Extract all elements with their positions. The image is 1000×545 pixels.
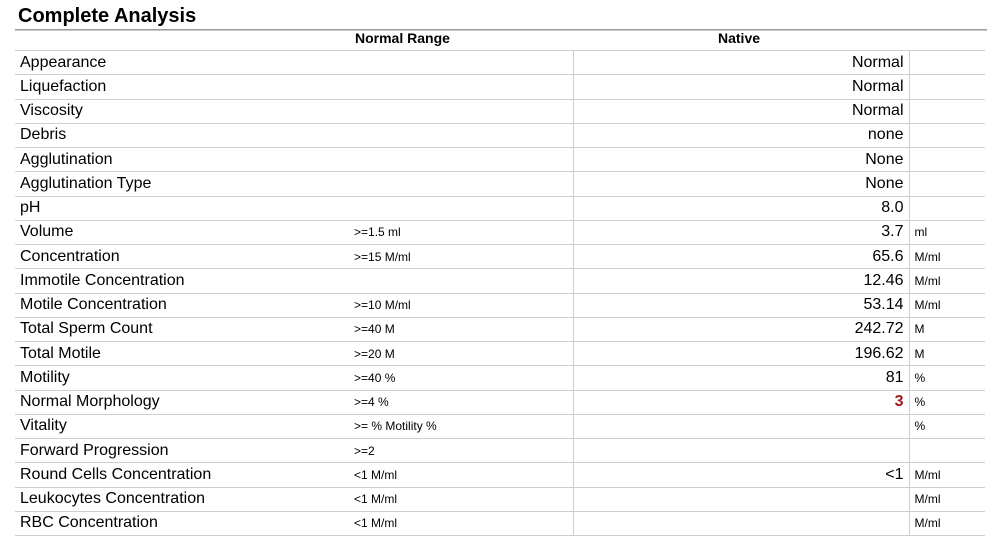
unit: M/ml	[909, 463, 985, 487]
table-row	[15, 463, 985, 487]
unit: M/ml	[909, 245, 985, 269]
unit: %	[909, 414, 985, 438]
parameter-name: RBC Concentration	[15, 511, 354, 535]
native-value	[573, 414, 909, 438]
native-value: None	[573, 148, 909, 172]
parameter-name: Motility	[15, 366, 354, 390]
normal-range	[354, 123, 573, 147]
native-value: none	[573, 123, 909, 147]
table-row	[15, 123, 985, 147]
native-value: 8.0	[573, 196, 909, 220]
native-value: 3.7	[573, 220, 909, 244]
parameter-name: Motile Concentration	[15, 293, 354, 317]
table-row	[15, 366, 985, 390]
unit: M/ml	[909, 487, 985, 511]
parameter-name: Debris	[15, 123, 354, 147]
parameter-name: Round Cells Concentration	[15, 463, 354, 487]
normal-range: <1 M/ml	[354, 487, 573, 511]
normal-range: >=2	[354, 439, 573, 463]
unit	[909, 172, 985, 196]
table-row	[15, 75, 985, 99]
unit: %	[909, 366, 985, 390]
table-row	[15, 511, 985, 535]
unit: ml	[909, 220, 985, 244]
normal-range: >=1.5 ml	[354, 220, 573, 244]
native-value: Normal	[573, 99, 909, 123]
table-row	[15, 220, 985, 244]
native-value: 196.62	[573, 342, 909, 366]
table-row	[15, 414, 985, 438]
table-row	[15, 148, 985, 172]
parameter-name: Appearance	[15, 51, 354, 75]
normal-range: >= % Motility %	[354, 414, 573, 438]
normal-range	[354, 172, 573, 196]
normal-range	[354, 196, 573, 220]
native-value: 12.46	[573, 269, 909, 293]
parameter-name: Normal Morphology	[15, 390, 354, 414]
normal-range: >=10 M/ml	[354, 293, 573, 317]
normal-range: >=15 M/ml	[354, 245, 573, 269]
native-value: 81	[573, 366, 909, 390]
parameter-name: Forward Progression	[15, 439, 354, 463]
normal-range: <1 M/ml	[354, 511, 573, 535]
table-row	[15, 245, 985, 269]
native-value: 65.6	[573, 245, 909, 269]
unit	[909, 148, 985, 172]
parameter-name: Volume	[15, 220, 354, 244]
report-title: Complete Analysis	[18, 5, 197, 27]
parameter-name: Immotile Concentration	[15, 269, 354, 293]
normal-range: >=40 M	[354, 317, 573, 341]
normal-range: >=4 %	[354, 390, 573, 414]
unit	[909, 439, 985, 463]
unit: M/ml	[909, 293, 985, 317]
normal-range: <1 M/ml	[354, 463, 573, 487]
native-header: Native	[718, 30, 761, 46]
native-value	[573, 439, 909, 463]
analysis-table-body	[15, 51, 985, 536]
parameter-name: Agglutination Type	[15, 172, 354, 196]
unit	[909, 123, 985, 147]
native-value: 53.14	[573, 293, 909, 317]
normal-range	[354, 269, 573, 293]
unit: M	[909, 342, 985, 366]
title-divider-secondary	[15, 30, 987, 31]
native-value	[573, 487, 909, 511]
normal-range	[354, 75, 573, 99]
table-row	[15, 99, 985, 123]
table-row	[15, 390, 985, 414]
native-value: Normal	[573, 51, 909, 75]
parameter-name: Vitality	[15, 414, 354, 438]
parameter-name: Liquefaction	[15, 75, 354, 99]
table-row	[15, 269, 985, 293]
parameter-name: Concentration	[15, 245, 354, 269]
unit: M/ml	[909, 511, 985, 535]
unit: %	[909, 390, 985, 414]
unit: M/ml	[909, 269, 985, 293]
analysis-table	[15, 50, 985, 536]
parameter-name: Viscosity	[15, 99, 354, 123]
native-value: None	[573, 172, 909, 196]
table-row	[15, 487, 985, 511]
table-row	[15, 293, 985, 317]
parameter-name: pH	[15, 196, 354, 220]
table-row	[15, 196, 985, 220]
parameter-name: Agglutination	[15, 148, 354, 172]
parameter-name: Total Sperm Count	[15, 317, 354, 341]
native-value: <1	[573, 463, 909, 487]
native-value	[573, 511, 909, 535]
unit	[909, 75, 985, 99]
unit	[909, 51, 985, 75]
native-value: Normal	[573, 75, 909, 99]
normal-range	[354, 99, 573, 123]
table-row	[15, 342, 985, 366]
table-row	[15, 317, 985, 341]
normal-range	[354, 148, 573, 172]
table-row	[15, 172, 985, 196]
table-row	[15, 51, 985, 75]
native-value: 242.72	[573, 317, 909, 341]
normal-range: >=20 M	[354, 342, 573, 366]
table-row	[15, 439, 985, 463]
normal-range	[354, 51, 573, 75]
normal-range-header: Normal Range	[355, 30, 450, 46]
parameter-name: Total Motile	[15, 342, 354, 366]
native-value: 3	[573, 390, 909, 414]
unit: M	[909, 317, 985, 341]
unit	[909, 99, 985, 123]
normal-range: >=40 %	[354, 366, 573, 390]
parameter-name: Leukocytes Concentration	[15, 487, 354, 511]
unit	[909, 196, 985, 220]
